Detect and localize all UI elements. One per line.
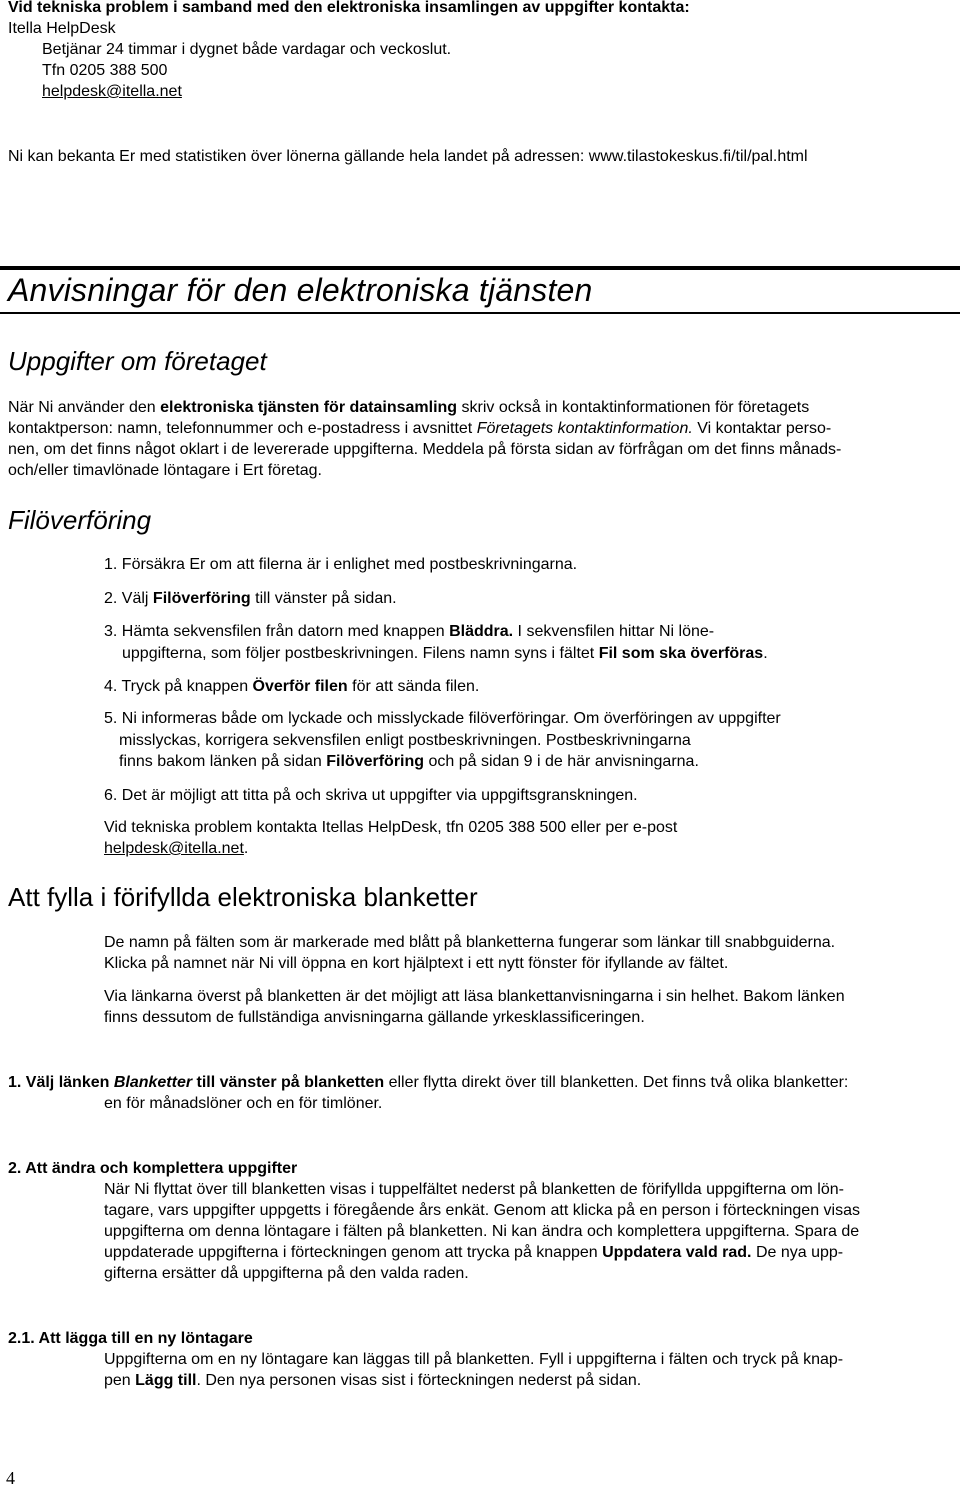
transfer-step-5-cont: finns bakom länken på sidan Filöverföring och på sidan 9 i de här anvisningarna. <box>119 753 699 770</box>
forms-paragraph-line: finns dessutom de fullständiga anvisningarna gällande yrkesklassificeringen. <box>104 1009 645 1026</box>
helpdesk-org: Itella HelpDesk <box>8 20 116 37</box>
step-1-line: 1. Välj länken Blanketter till vänster på blanketten eller flytta direkt över till blanketten. Det finns två olika blanketter: <box>8 1074 849 1091</box>
contact-heading: Vid tekniska problem i samband med den elektroniska insamlingen av uppgifter kontakta: <box>8 0 690 16</box>
transfer-step-2: 2. Välj Filöverföring till vänster på sidan. <box>104 590 397 607</box>
statistics-link-line: Ni kan bekanta Er med statistiken över lönerna gällande hela landet på adressen: www.tilastokeskus.fi/til/pal.html <box>8 148 808 165</box>
company-paragraph-line: nen, om det finns något oklart i de levererade uppgifterna. Meddela på första sidan av förfrågan om det finns månads- <box>8 441 842 458</box>
title-rule-top <box>0 266 960 270</box>
transfer-step-3: 3. Hämta sekvensfilen från datorn med knappen Bläddra. I sekvensfilen hittar Ni löne- <box>104 623 715 640</box>
page-title: Anvisningar för den elektroniska tjänsten <box>8 272 593 308</box>
helpdesk-hours: Betjänar 24 timmar i dygnet både vardagar och veckoslut. <box>42 41 452 58</box>
helpdesk-phone: Tfn 0205 388 500 <box>42 62 168 79</box>
step-2-heading: 2. Att ändra och komplettera uppgifter <box>8 1160 298 1177</box>
transfer-step-5: 5. Ni informeras både om lyckade och misslyckade filöverföringar. Om överföringen av uppgifter <box>104 710 781 727</box>
forms-paragraph-line: De namn på fälten som är markerade med blått på blanketterna fungerar som länkar till snabbguiderna. <box>104 934 836 951</box>
step-2-1-line: Uppgifterna om en ny löntagare kan läggas till på blanketten. Fyll i uppgifterna i fälten och tryck på knap- <box>104 1351 844 1368</box>
forms-section-heading: Att fylla i förifyllda elektroniska blanketter <box>8 882 478 912</box>
helpdesk-email-link[interactable]: helpdesk@itella.net <box>104 840 244 857</box>
step-2-line: uppdaterade uppgifterna i förteckningen genom att trycka på knappen Uppdatera vald rad. De nya upp- <box>104 1244 844 1261</box>
transfer-step-1: 1. Försäkra Er om att filerna är i enlighet med postbeskrivningarna. <box>104 556 578 573</box>
title-rule-bottom <box>0 312 960 314</box>
transfer-step-6: 6. Det är möjligt att titta på och skriva ut uppgifter via uppgiftsgranskningen. <box>104 787 638 804</box>
helpdesk-contact-line: Vid tekniska problem kontakta Itellas HelpDesk, tfn 0205 388 500 eller per e-post <box>104 819 678 836</box>
company-paragraph-line: och/eller timavlönade löntagare i Ert företag. <box>8 462 322 479</box>
helpdesk-email-link[interactable]: helpdesk@itella.net <box>42 83 182 100</box>
forms-paragraph-line: Via länkarna överst på blanketten är det möjligt att läsa blankettanvisningarna i sin helhet. Bakom länken <box>104 988 845 1005</box>
company-section-heading: Uppgifter om företaget <box>8 346 267 376</box>
step-2-line: tagare, vars uppgifter uppgetts i föregående års enkät. Genom att klicka på en person i förteckningen visas <box>104 1202 860 1219</box>
step-2-line: När Ni flyttat över till blanketten visas i tuppelfältet nederst på blanketten de förifyllda uppgifterna om lön- <box>104 1181 844 1198</box>
forms-paragraph-line: Klicka på namnet när Ni vill öppna en kort hjälptext i ett nytt fönster för ifyllande av fältet. <box>104 955 729 972</box>
step-2-1-line: pen Lägg till. Den nya personen visas sist i förteckningen nederst på sidan. <box>104 1372 642 1389</box>
transfer-step-4: 4. Tryck på knappen Överför filen för att sända filen. <box>104 678 480 695</box>
file-transfer-heading: Filöverföring <box>8 505 152 535</box>
step-2-line: gifterna ersätter då uppgifterna på den valda raden. <box>104 1265 469 1282</box>
page-number: 4 <box>6 1468 15 1488</box>
company-paragraph-line: kontaktperson: namn, telefonnummer och e-postadress i avsnittet Företagets kontaktinformation. Vi kontaktar perso- <box>8 420 832 437</box>
company-paragraph-line: När Ni använder den elektroniska tjänsten för datainsamling skriv också in kontaktinformationen för företagets <box>8 399 810 416</box>
helpdesk-contact-line: helpdesk@itella.net. <box>104 840 249 857</box>
step-2-line: uppgifterna om denna löntagare i fälten på blanketten. Ni kan ändra och komplettera uppgifterna. Spara de <box>104 1223 860 1240</box>
step-2-1-heading: 2.1. Att lägga till en ny löntagare <box>8 1330 253 1347</box>
transfer-step-5-cont: misslyckas, korrigera sekvensfilen enligt postbeskrivningen. Postbeskrivningarna <box>119 732 691 749</box>
step-1-line: en för månadslöner och en för timlöner. <box>104 1095 383 1112</box>
transfer-step-3-cont: uppgifterna, som följer postbeskrivningen. Filens namn syns i fältet Fil som ska överföras. <box>122 645 768 662</box>
